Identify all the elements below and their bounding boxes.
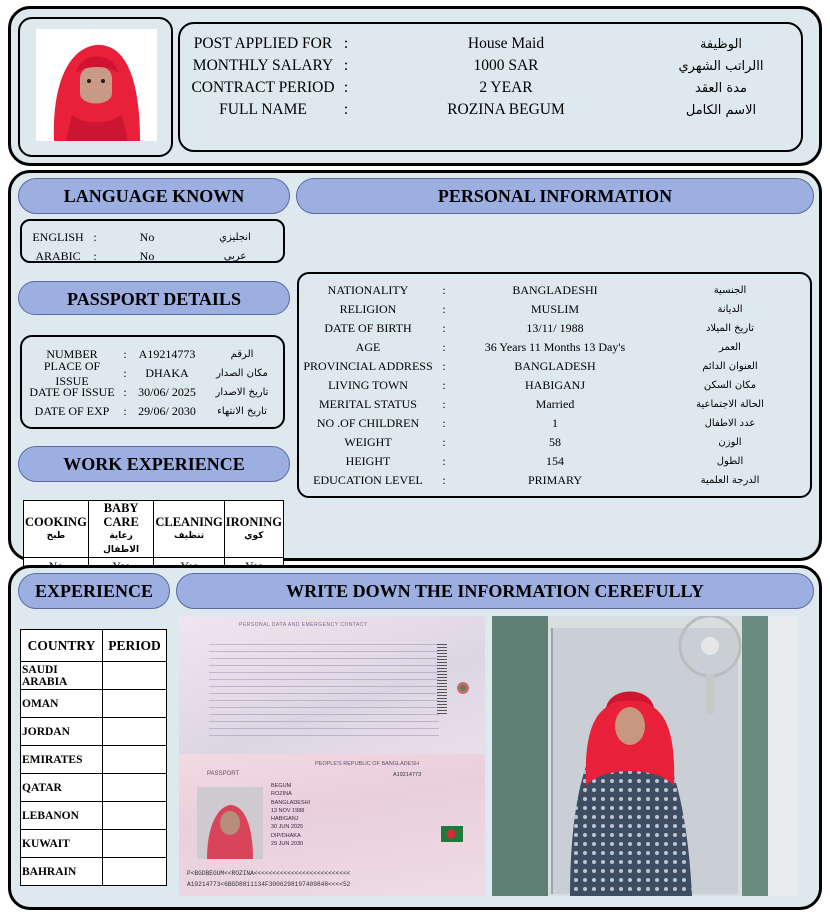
personal-row [303,319,808,338]
scan-expiry: 29 JUN 2030 [271,841,304,848]
colon: : [442,435,446,449]
language-label: ARABIC [35,249,81,263]
post-info-arabic: الاسم الكامل [685,102,757,118]
experience-row [21,662,167,690]
skill-name: IRONING [225,515,282,529]
post-info-label: CONTRACT PERIOD [191,79,335,96]
personal-row [303,452,808,471]
skill-header [224,501,283,558]
colon: : [442,359,446,373]
full-body-photo-scene [492,616,797,896]
personal-label: WEIGHT [344,435,392,449]
personal-arabic: الحالة الاجتماعية [696,399,764,410]
personal-info-rows [303,281,808,490]
experience-country: OMAN [21,690,103,718]
personal-arabic: تاريخ الميلاد [705,323,755,334]
personal-label: MERITAL STATUS [319,397,417,411]
skill-name-arabic: تنظيف [173,531,205,541]
write-down-heading: WRITE DOWN THE INFORMATION CEREFULLY [176,573,814,609]
post-info-label: MONTHLY SALARY [192,57,334,74]
personal-value: PRIMARY [527,473,583,487]
scan-authority: DIP/DHAKA [271,832,301,839]
passport-label: NUMBER [46,347,98,361]
experience-period [103,690,167,718]
holder-photo-figure [197,787,263,859]
language-arabic: انجليزي [219,232,251,243]
skill-name: CLEANING [155,515,223,529]
experience-row [21,718,167,746]
personal-arabic: مكان السكن [703,380,757,391]
colon: : [442,283,446,297]
personal-label: RELIGION [339,302,397,316]
passport-scan-image [179,616,485,896]
colon: : [343,57,349,74]
language-value: No [139,249,155,263]
experience-country: QATAR [21,774,103,802]
experience-country: JORDAN [21,718,103,746]
scan-caption: PERSONAL DATA AND EMERGENCY CONTACT [239,622,368,628]
passport-row [26,402,282,421]
scan-field-values [271,782,421,848]
scan-passport-word: PASSPORT [207,771,240,777]
passport-details-heading: PASSPORT DETAILS [18,281,290,315]
colon: : [93,230,97,244]
passport-arabic: تاريخ الاصدار [215,387,269,398]
personal-info-box [297,272,812,498]
passport-rows [26,345,282,421]
colon: : [442,378,446,392]
skill-name: COOKING [25,515,87,529]
colon: : [442,473,446,487]
passport-value: 30/06/ 2025 [138,385,196,399]
personal-value: 1 [552,416,558,430]
scan-surname: BEGUM [271,783,292,789]
experience-period [103,746,167,774]
experience-period [103,774,167,802]
language-arabic: عربي [223,251,247,262]
passport-row [26,383,282,402]
personal-label: EDUCATION LEVEL [313,473,423,487]
scan-country-line: PEOPLE'S REPUBLIC OF BANGLADESH [315,761,420,767]
personal-row [303,338,808,357]
language-known-heading: LANGUAGE KNOWN [18,178,290,214]
colon: : [442,454,446,468]
colon: : [442,416,446,430]
personal-row [303,300,808,319]
personal-arabic: العنوان الدائم [702,361,758,372]
personal-label: AGE [355,340,381,354]
personal-arabic: الطول [716,456,744,467]
skill-name-arabic: طبخ [46,531,66,541]
period-column-header: PERIOD [103,630,167,662]
experience-country: EMIRATES [21,746,103,774]
experience-table [20,629,167,886]
scan-issue-date: 30 JUN 2025 [271,824,304,831]
personal-value: HABIGANJ [525,378,585,392]
personal-label: NO .OF CHILDREN [316,416,420,430]
experience-row [21,746,167,774]
post-info-value: House Maid [467,35,545,52]
colon: : [123,366,127,380]
holder-photo [197,787,263,859]
language-rows [28,228,278,266]
mrz-line-1: P<BGDBEGUM<<ROZINA<<<<<<<<<<<<<<<<<<<<<<<<<< [187,870,351,877]
work-experience-heading: WORK EXPERIENCE [18,446,290,482]
personal-arabic: الدرجة العلمية [700,475,760,486]
passport-box [20,335,285,429]
scan-dob: 13 NOV 1988 [271,807,305,814]
language-box [20,219,285,263]
experience-country: BAHRAIN [21,858,103,886]
passport-value: 29/06/ 2030 [138,404,196,418]
post-info-label: FULL NAME [219,101,307,118]
personal-row [303,376,808,395]
colon: : [343,79,349,96]
colon: : [93,249,97,263]
full-body-photo [492,616,797,896]
mrz-lines [187,868,485,890]
personal-row [303,414,808,433]
colon: : [343,35,349,52]
language-row [28,247,278,266]
language-value: No [139,230,155,244]
post-info-arabic: االراتب الشهري [678,58,764,74]
skill-name-arabic: كوي [244,531,264,541]
personal-arabic: الوزن [718,437,742,448]
personal-value: BANGLADESH [514,359,596,373]
post-info-box [178,22,803,152]
post-info-value: 1000 SAR [473,57,539,74]
passport-value: DHAKA [145,366,189,380]
passport-label: PLACE OF ISSUE [43,358,101,388]
scan-birthplace: HABIGANJ [271,816,299,823]
post-info-label: POST APPLIED FOR [193,35,333,52]
vertical-barcode [437,644,447,716]
personal-label: LIVING TOWN [328,378,408,392]
personal-label: NATIONALITY [327,283,409,297]
photo-frame [18,17,173,157]
colon: : [123,385,127,399]
passport-label: DATE OF EXP [34,404,110,418]
emblem-icon [455,680,471,696]
colon: : [123,347,127,361]
passport-row [26,358,282,388]
personal-label: PROVINCIAL ADDRESS [303,359,433,373]
scan-passport-number: A19214773 [393,772,422,778]
experience-row [21,802,167,830]
country-column-header: COUNTRY [21,630,103,662]
personal-value: BANGLADESHI [512,283,598,297]
personal-label: HEIGHT [345,454,391,468]
post-info-value: ROZINA BEGUM [447,101,565,118]
post-info-arabic: مدة العقد [695,80,747,96]
passport-arabic: الرقم [230,349,254,360]
experience-period [103,662,167,690]
personal-row [303,471,808,490]
experience-row [21,830,167,858]
personal-arabic: الديانة [717,304,743,315]
post-info-rows [190,33,795,121]
colon: : [343,101,349,118]
personal-row [303,395,808,414]
bangladesh-flag-icon [441,826,463,842]
personal-arabic: العمر [719,342,741,353]
personal-value: 154 [546,454,564,468]
experience-country: LEBANON [21,802,103,830]
experience-row [21,774,167,802]
scan-text-lines [209,638,439,738]
scan-nationality: BANGLADESHI [271,799,311,806]
post-info-value: 2 YEAR [479,79,533,96]
scan-given-name: ROZINA [271,791,292,798]
personal-row [303,433,808,452]
experience-row [21,690,167,718]
language-row [28,228,278,247]
post-info-row [190,77,795,99]
passport-arabic: تاريخ الانتهاء [217,406,267,417]
experience-period [103,858,167,886]
skill-name: BABY CARE [103,501,139,529]
personal-value: 58 [549,435,561,449]
post-info-row [190,33,795,55]
colon: : [442,397,446,411]
personal-value: MUSLIM [530,302,579,316]
passport-data-page [179,616,485,754]
experience-period [103,802,167,830]
personal-label: DATE OF BIRTH [324,321,412,335]
experience-row [21,858,167,886]
experience-period [103,718,167,746]
personal-row [303,357,808,376]
personal-arabic: عدد الاطفال [704,418,756,429]
colon: : [442,302,446,316]
passport-photo-page [179,754,485,896]
passport-label: DATE OF ISSUE [29,385,115,399]
candidate-portrait [36,29,157,141]
skill-header [88,501,154,558]
skill-header [154,501,224,558]
post-info-arabic: الوظيفة [699,36,743,52]
personal-row [303,281,808,300]
passport-value: A19214773 [138,347,196,361]
personal-value: 36 Years 11 Months 13 Day's [484,340,626,354]
language-label: ENGLISH [32,230,84,244]
experience-country: KUWAIT [21,830,103,858]
experience-period [103,830,167,858]
post-info-row [190,99,795,121]
colon: : [123,404,127,418]
personal-arabic: الجنسية [713,285,747,296]
mrz-line-2: A19214773<6BGD8811134F3006298197409848<<<<52 [187,881,351,888]
skill-header [24,501,89,558]
experience-country: SAUDI ARABIA [21,662,103,690]
colon: : [442,340,446,354]
personal-value: Married [535,397,575,411]
personal-information-heading: PERSONAL INFORMATION [296,178,814,214]
colon: : [442,321,446,335]
experience-heading: EXPERIENCE [18,573,170,609]
personal-value: 13/11/ 1988 [526,321,584,335]
post-info-row [190,55,795,77]
passport-arabic: مكان الصدار [216,368,268,379]
skill-name-arabic: رعاية الاطفال [103,531,140,555]
